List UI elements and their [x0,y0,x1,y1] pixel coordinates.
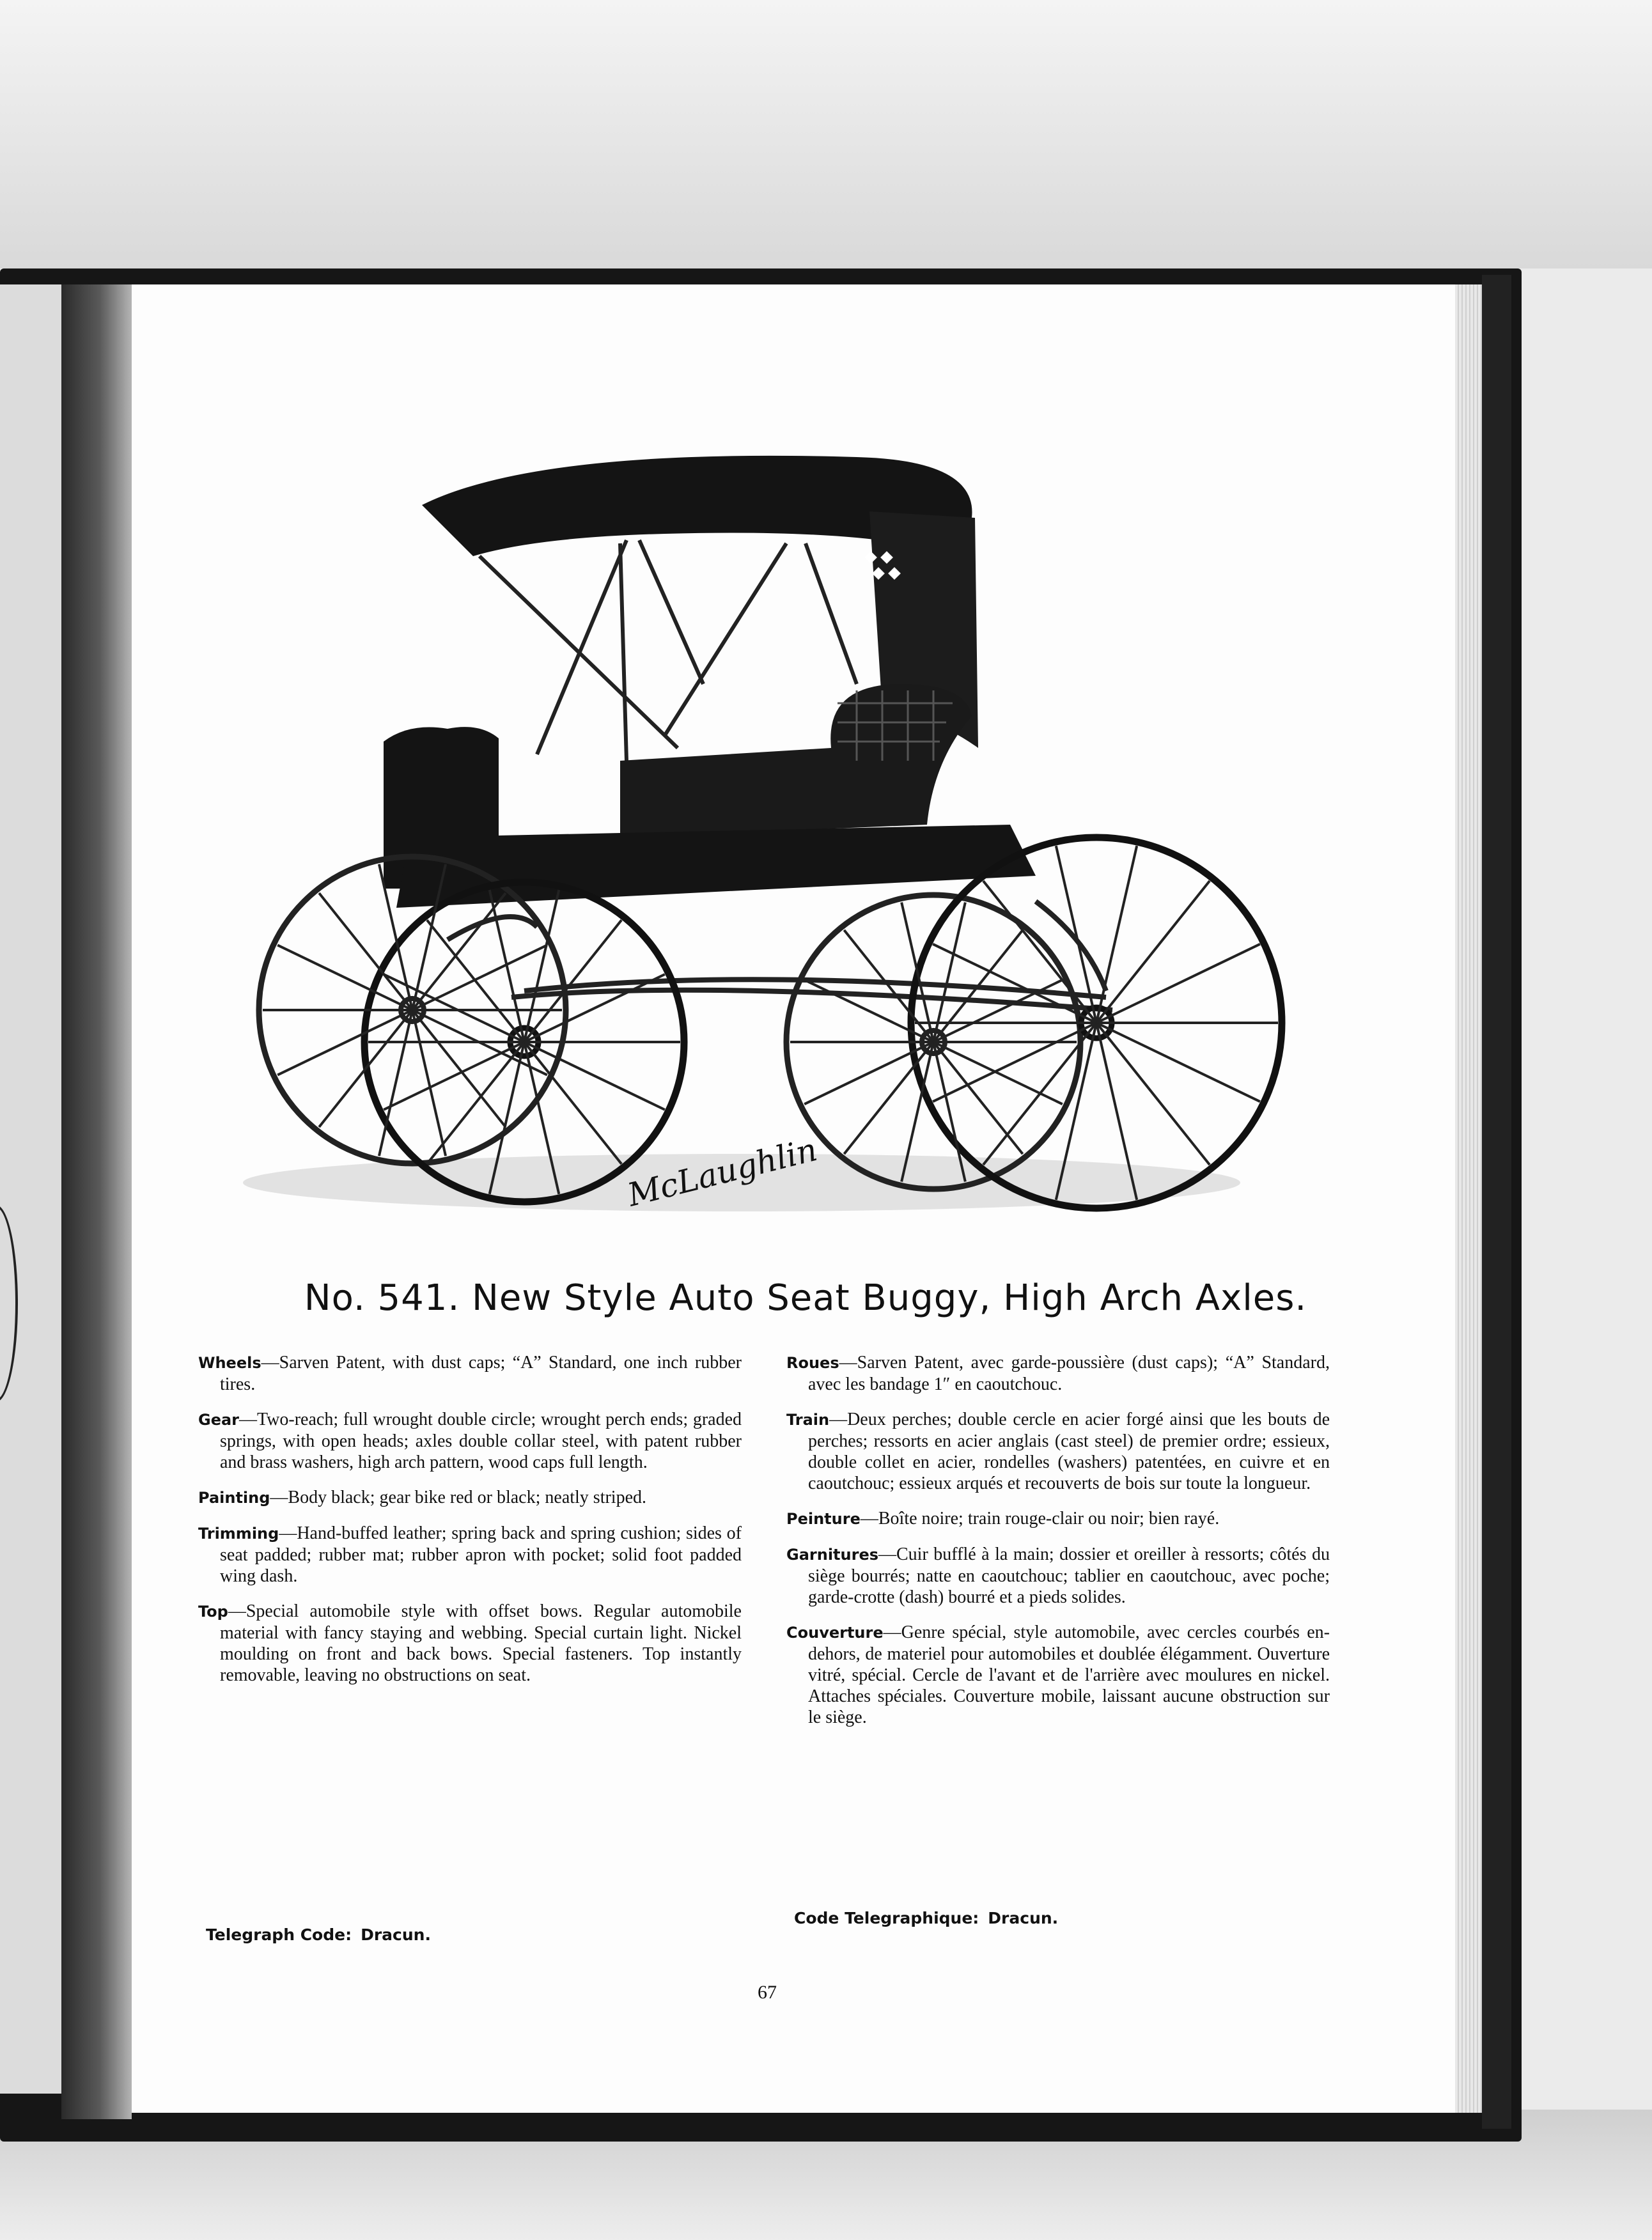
spec-label: Top [198,1603,228,1621]
wheel-spoke [1096,1023,1260,1101]
spec-label: Couverture [786,1624,884,1642]
book-cover-edge [1482,275,1511,2129]
english-specs [198,1352,742,1700]
wheel-spoke [1096,944,1260,1023]
buggy-illustration [179,416,1304,1247]
spec-label: Painting [198,1489,270,1507]
spec-text: —Deux perches; double cercle en acier forgé ainsi que les bouts de perches; ressorts en acier anglais (cast steel) de premier ordre; essieux, double collet en acier, rondelles (washers) patentées, en cuivre et en caoutchouc; essieux arqués et recouverts de bois sur toute la longueur. [808,1410,1330,1493]
wheel-spoke [933,1042,1063,1104]
spec-text: —Special automobile style with offset bows. Regular automobile material with fancy staying and webbing. Special curtain light. Nickel moulding on front and back bows. Special fasteners. Top instantly removable, leaving no obstructions on seat. [220,1601,742,1685]
wheel-spoke [524,1042,665,1110]
spec-gear [198,1409,742,1473]
spec-text: —Body black; gear bike red or black; neatly striped. [270,1488,647,1507]
spec-peinture [786,1508,1330,1530]
spec-wheels [198,1352,742,1395]
spec-text: —Sarven Patent, avec garde-poussière (dust caps); “A” Standard, avec les bandage 1″ en caoutchouc. [808,1353,1330,1394]
backdrop [0,0,1652,268]
spec-label: Wheels [198,1354,261,1372]
spec-label: Gear [198,1411,240,1429]
canopy-bows [479,540,857,761]
spec-text: —Cuir bufflé à la main; dossier et oreiller à ressorts; côtés du siège bourrés; natte en caoutchouc; tablier en caoutchouc, avec poche; garde-crotte (dash) bourré et a pieds solides. [808,1544,1330,1607]
product-title: No. 541. New Style Auto Seat Buggy, High Arch Axles. [304,1277,1307,1319]
left-page-wheel-fragment [0,1205,18,1402]
wheel-spoke [384,974,524,1042]
spec-text: —Hand-buffed leather; spring back and spring cushion; sides of seat padded; rubber mat; rubber apron with pocket; solid foot padded wing dash. [220,1523,742,1586]
maker-signature: McLaughlin [623,1131,821,1214]
page-edges [1455,284,1482,2113]
book-gutter [61,284,132,2119]
spec-label: Garnitures [786,1546,878,1564]
spec-label: Roues [786,1354,839,1372]
spec-text: —Genre spécial, style automobile, avec cercles courbés en-dehors, de materiel pour automobiles et doublée élégamment. Ouverture vitré, spécial. Cercle de l'avant et de l'arrière avec moulures en nickel. Attaches spéciales. Couverture mobile, laissant aucune obstruction sur le siège. [808,1622,1330,1727]
spec-text: —Boîte noire; train rouge-clair ou noir; bien rayé. [860,1509,1220,1528]
code-telegraphique [794,1909,1058,1927]
spec-label: Peinture [786,1510,861,1528]
code-telegraphique-label: Code Telegraphique: [794,1909,979,1927]
page-number: 67 [758,1982,777,2003]
wheel-spoke [804,1042,933,1104]
spec-train [786,1409,1330,1494]
spec-text: —Sarven Patent, with dust caps; “A” Standard, one inch rubber tires. [220,1353,742,1394]
code-telegraphique-value: Dracun. [988,1909,1059,1927]
spec-roues [786,1352,1330,1395]
spec-text: —Two-reach; full wrought double circle; wrought perch ends; graded springs, with open heads; axles double collar steel, with patent rubber and brass washers, high arch pattern, wood caps full length. [220,1410,742,1472]
wheel-spoke [412,945,547,1010]
telegraph-code [206,1925,431,1944]
left-page [0,284,61,2094]
telegraph-code-value: Dracun. [361,1925,431,1944]
french-specs [786,1352,1330,1742]
spec-top [198,1601,742,1686]
spec-label: Trimming [198,1525,279,1543]
spec-label: Train [786,1411,830,1429]
telegraph-code-label: Telegraph Code: [206,1925,352,1944]
spec-trimming [198,1523,742,1587]
spec-garnitures [786,1544,1330,1608]
spec-couverture [786,1622,1330,1728]
wheel-spoke [384,1042,524,1110]
buggy-seat [620,684,972,837]
spec-painting [198,1487,742,1509]
